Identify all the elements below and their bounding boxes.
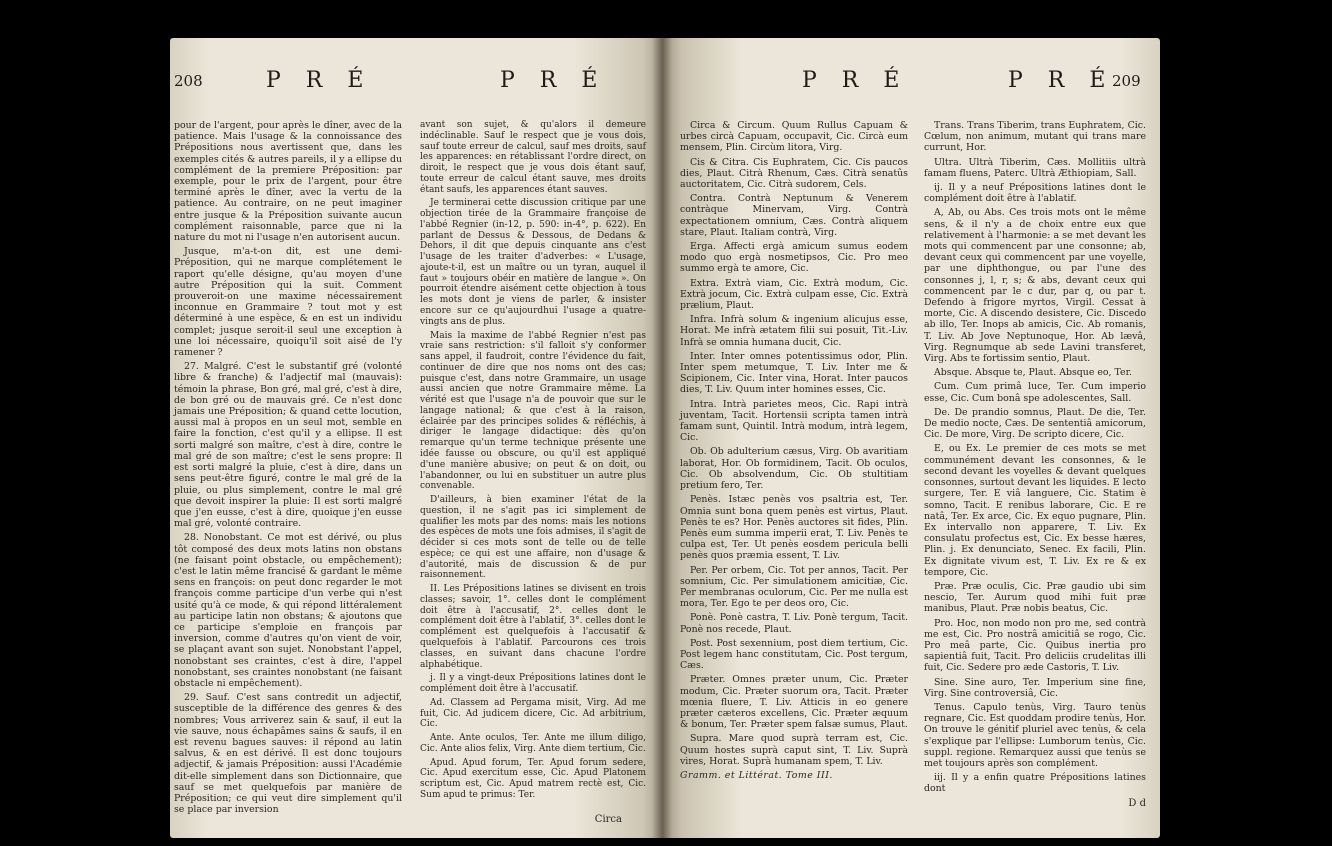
- paragraph: Absque. Absque te, Plaut. Absque eo, Ter.: [934, 367, 1133, 379]
- paragraph: Inter. Inter omnes potentissimus odor, Plin. Inter spem metumque, T. Liv. Inter me & Scipionem, Cic. Inter vina, Horat. Inter paucos dies, T. Liv. Quum inter homines esses, Cic.: [680, 350, 908, 396]
- paragraph: Je terminerai cette discussion critique par une objection tirée de la Grammaire françoise de l'abbé Regnier (in-12, p. 590: in-4°, p. 622). En parlant de Dessus & Dessous, de Dedans & Dehors, il dit que depuis cinquante ans c'est l'usage de les traiter d'adverbes: « L'usage, ajoute-t-il, est un maître ou un tyran, auquel il faut » toujours obéir en matière de langue ». On pourroit étendre aisément cette objection à tous les mots dont je viens de parler, & insister encore sur ce qu'aujourdhui l'usage a quatre-vingts ans de plus.: [420, 198, 646, 327]
- paragraph: Ultra. Ultrà Tiberim, Cæs. Mollitiis ultrà famam fluens, Paterc. Ultrà Æthiopiam, Sall.: [924, 156, 1146, 179]
- paragraph: Contra. Contrà Neptunum & Venerem contràque Minervam, Virg. Contrà expectationem omnium, Cæs. Contrà aliquem stare, Plaut. Italiam contrà, Virg.: [680, 193, 908, 238]
- paragraph: 27. Malgré. C'est le substantif gré (volonté libre & franche) & l'adjectif mal (mauvais): témoin la phrase, Bon gré, mal gré, c'est à dire, de bon gré ou de mauvais gré. Ce n'est donc jamais une Préposition; & quand cette locution, aussi mal à propos en un seul mot, semble en faire la fonction, c'est qu'il y a ellipse. Il est sorti malgré son maître, c'est à dire, contre le mal gré de son maître; c'est le sens propre: Il est sorti malgré la pluie, c'est à dire, dans un sens peut-être figuré, contre le mal gré de la pluie, ou plus simplement, contre le mal gré que devoit inspirer la pluie: Il est sorti malgré que j'en eusse, c'est à dire, quoique j'en eusse mal gré, volonté contraire.: [174, 361, 402, 530]
- paragraph: Præter. Omnes præter unum, Cic. Præter modum, Cic. Præter suorum ora, Tacit. Præter mœnia fluere, T. Liv. Atticis in eo genere præter cæteros excellens, Cic. Præter æquum & bonum, Ter. Præter spem falsæ sumus, Plaut.: [680, 674, 908, 731]
- page-number: 208: [174, 72, 203, 90]
- paragraph: Extra. Extrà viam, Cic. Extrà modum, Cic. Extrà jocum, Cic. Extrà culpam esse, Cic. Extrà prælium, Plaut.: [680, 277, 908, 312]
- paragraph: 29. Sauf. C'est sans contredit un adjectif, susceptible de la différence des genres & des nombres; Vous arriverez sain & sauf, il eut la vie sauve, nous échapâmes sains & saufs, il en est revenu bagues sauves: il répond au latin salvus, & en est dérivé. Il est donc toujours adjectif, & jamais Préposition: aussi l'Académie dit-elle simplement dans son Dictionnaire, que sauf se met quelquefois par manière de Préposition; ce qui veut dire simplement qu'il se place par inversion: [174, 692, 402, 816]
- signature-mark: D d: [1128, 797, 1146, 809]
- paragraph: 28. Nonobstant. Ce mot est dérivé, ou plus tôt composé des deux mots latins non obstans (ne faisant point obstacle, ou empêchement); c'est le latin même francisé & gardant le même sens en françois: on peut donc regarder le mot françois comme participe d'un verbe qui n'est usité qu'à ce mode, & qui répond littéralement au participe latin non obstans; & ajoutons que ce participe s'emploie en françois par inversion, comme d'autres qu'on vient de voir, se plaçant avant son sujet. Nonobstant l'appel, nonobstant ses craintes, c'est à dire, l'appel nonobstant, ses craintes nonobstant (ne faisant obstacle ni empêchement).: [174, 532, 402, 689]
- paragraph: avant son sujet, & qu'alors il demeure indéclinable. Sauf le respect que je vous dois, sauf toute erreur de calcul, sauf mes droits, sauf les apparences: en rétablissant l'ordre direct, on diroit, le respect que je vous dois étant sauf, toute erreur de calcul étant sauve, mes droits étant saufs, les apparences étant sauves.: [420, 120, 646, 195]
- paragraph: Ad. Classem ad Pergama misit, Virg. Ad me fuit, Cic. Ad judicem dicere, Cic. Ad arbitrium, Cic.: [420, 697, 646, 730]
- book-gutter: [652, 38, 672, 838]
- paragraph: Ante. Ante oculos, Ter. Ante me illum diligo, Cic. Ante alios felix, Virg. Ante diem tertium, Cic.: [420, 733, 646, 754]
- paragraph: ij. Il y a neuf Prépositions latines dont le complément doit être à l'ablatif.: [924, 182, 1146, 205]
- running-head-right-col: P R É: [500, 68, 607, 93]
- right-column-2: [924, 120, 1146, 809]
- left-column-1: [174, 120, 402, 818]
- paragraph: E, ou Ex. Le premier de ces mots se met communément devant les consonnes, & le second devant les voyelles & devant quelques consonnes, surtout devant les liquides. E lecto surgere, Ter. E viâ languere, Cic. Statim è somno, Tacit. E renibus laborare, Cic. E re natâ, Ter. Ex arce, Cic. Ex equo pugnare, Plin. Ex intervallo non apparere, T. Liv. Ex consulatu profectus est, Cic. Ex besse hæres, Plin. j. Ex denunciato, Senec. Ex facili, Plin. Ex dignitate vivum est, T. Liv. Ex re & ex tempore, Cic.: [924, 443, 1146, 578]
- paragraph: Intra. Intrà parietes meos, Cic. Rapi intrà juventam, Tacit. Hortensii scripta tamen intrà famam sunt, Quintil. Intrà modum, intrà legem, Cic.: [680, 398, 908, 444]
- volume-footer: Gramm. et Littérat. Tome III.: [680, 769, 833, 781]
- paragraph: Jusque, m'a-t-on dit, est une demi-Préposition, qui ne marque complétement le raport qu'elle désigne, qu'au moyen d'une autre Préposition qui la suit. Comment prouveroit-on une maxime nécessairement inconnue en Grammaire ? tout mot y est déterminé à une espèce, & en est un individu complet; jusque seroit-il seul une exception à une loi nécessaire, quoiqu'il soit aisé de l'y ramener ?: [174, 246, 402, 359]
- paragraph: D'ailleurs, à bien examiner l'état de la question, il ne s'agit pas ici simplement de qualifier les mots par des noms: mais les notions des espèces de mots une fois admises, il s'agit de décider si ces mots sont de telle ou de telle espèce; ce qui est une affaire, non d'usage & d'autorité, mais de discussion & de pur raisonnement.: [420, 495, 646, 581]
- paragraph: Cis & Citra. Cis Euphratem, Cic. Cis paucos dies, Plaut. Citrà Rhenum, Cæs. Citrà senatûs auctoritatem, Cic. Citrà sudorem, Cels.: [680, 156, 908, 191]
- paragraph: Cum. Cum primâ luce, Ter. Cum imperio esse, Cic. Cum bonâ spe adolescentes, Sall.: [924, 381, 1146, 404]
- catchword: Circa: [594, 814, 622, 825]
- paragraph: II. Les Prépositions latines se divisent en trois classes; savoir, 1°. celles dont le complément doit être à l'accusatif, 2°. celles dont le complément doit être à l'ablatif, 3°. celles dont le complément est quelquefois à l'accusatif & quelquefois à l'ablatif. Parcourons ces trois classes, en suivant dans chacune l'ordre alphabétique.: [420, 584, 646, 670]
- running-head: P R É: [802, 68, 909, 93]
- paragraph: Penès. Istæc penès vos psaltria est, Ter. Omnia sunt bona quem penès est virtus, Plaut. Penès te es? Hor. Penès auctores sit fides, Plin. Penès eum summa imperii erat, T. Liv. Penès te culpa est, Ter. Ut penès eosdem pericula belli penès quos præmia essent, T. Liv.: [680, 494, 908, 562]
- paragraph: Apud. Apud forum, Ter. Apud forum sedere, Cic. Apud exercitum esse, Cic. Apud Platonem scriptum est, Cic. Apud matrem rectè est, Cic. Sum apud te primus: Ter.: [420, 757, 646, 800]
- paragraph: Circa & Circum. Quum Rullus Capuam & urbes circà Capuam, occupavit, Cic. Circà eum mensem, Plin. Circùm litora, Virg.: [680, 120, 908, 154]
- paragraph: j. Il y a vingt-deux Prépositions latines dont le complément doit être à l'accusatif.: [420, 673, 646, 695]
- paragraph: Erga. Affecti ergà amicum sumus eodem modo quo ergà nosmetipsos, Cic. Pro meo summo ergà te amore, Cic.: [680, 241, 908, 275]
- paragraph: Per. Per orbem, Cic. Tot per annos, Tacit. Per somnium, Cic. Per simulationem amicitiæ, Cic. Per membranas oculorum, Cic. Per me nulla est mora, Ter. Ego te per deos oro, Cic.: [680, 564, 908, 610]
- paragraph: Tenus. Capulo tenùs, Virg. Tauro tenùs regnare, Cic. Est quoddam prodire tenùs, Hor. On trouve le génitif pluriel avec tenùs, & cela s'explique par l'ellipse: Lumborum tenùs, Cic. suppl. regione. Remarquez aussi que tenùs se met toujours après son complément.: [924, 701, 1146, 769]
- paragraph: De. De prandio somnus, Plaut. De die, Ter. De medio nocte, Cæs. De sententiâ amicorum, Cic. De more, Virg. De scripto dicere, Cic.: [924, 406, 1146, 441]
- paragraph: Sine. Sine auro, Ter. Imperium sine fine, Virg. Sine controversiâ, Cic.: [924, 676, 1146, 699]
- paragraph: Trans. Trans Tiberim, trans Euphratem, Cic. Cœlum, non animum, mutant qui trans mare currunt, Hor.: [924, 120, 1146, 154]
- paragraph: iij. Il y a enfin quatre Prépositions latines dont: [924, 772, 1146, 795]
- paragraph: Ob. Ob adulterium cæsus, Virg. Ob avaritiam laborat, Hor. Ob formidinem, Tacit. Ob oculos, Cic. Ob absolvendum, Cic. Ob stultitiam pretium fero, Ter.: [680, 446, 908, 492]
- running-head-right-col: P R É: [1008, 68, 1115, 93]
- paragraph: Ponè. Ponè castra, T. Liv. Ponè tergum, Tacit. Ponè nos recede, Plaut.: [680, 612, 908, 635]
- right-column-1: [680, 120, 908, 781]
- paragraph: A, Ab, ou Abs. Ces trois mots ont le même sens, & il n'y a de choix entre eux que relativement à l'harmonie: a se met devant les mots qui commencent par une consonne; ab, devant ceux qui commencent par une voyelle, par une diphthongue, ou par l'une des consonnes j, l, r, s; & abs, devant ceux qui commencent par le c dur, par q, ou par t. Defendo à frigore myrtos, Virgil. Cessat à morte, Cic. A discendo desistere, Cic. Discedo ab illo, Ter. Inops ab amicis, Cic. Ab romanis, T. Liv. Ab Jove Neptunoque, Hor. Ab lævâ, Virg. Regnumque ab sede Lavini transferet, Virg. Abs te fortissim sentio, Plaut.: [924, 207, 1146, 365]
- left-page: [170, 38, 662, 838]
- paragraph: Pro. Hoc, non modo non pro me, sed contrà me est, Cic. Pro nostrâ amicitiâ se rogo, Cic. Pro meâ parte, Cic. Quibus inertia pro sapientiâ fuit, Tacit. Pro deliciis crudelitas illi fuit, Cic. Sedere pro æde Castoris, T. Liv.: [924, 617, 1146, 674]
- left-column-2: [420, 120, 646, 804]
- paragraph: Supra. Mare quod suprà terram est, Cic. Quum hostes suprà caput sint, T. Liv. Suprà vires, Horat. Suprà humanam spem, T. Liv.: [680, 733, 908, 767]
- running-head: P R É: [266, 68, 373, 93]
- paragraph: pour de l'argent, pour après le dîner, avec de la patience. Mais l'usage & la connoissance des Prépositions nous avertissent que, dans les exemples cités & autres pareils, il y a ellipse du complément de la premiere Préposition: par exemple, pour le prix de l'argent, pour être terminé après le dîner, avec la vertu de la patience. Au contraire, on ne peut imaginer entre jusque & la Préposition suivante aucun complément raisonnable, parce que ni la nature du mot ni l'usage n'en autorisent aucun.: [174, 120, 402, 244]
- right-page: [662, 38, 1160, 838]
- paragraph: Infra. Infrà solum & ingenium alicujus esse, Horat. Me infrà ætatem filii sui posuit, Tit.-Liv. Infrà se omnia humana ducit, Cic.: [680, 314, 908, 348]
- page-number: 209: [1112, 72, 1141, 90]
- paragraph: Mais la maxime de l'abbé Regnier n'est pas vraie sans restriction: s'il falloit s'y conformer sans appel, il faudroit, contre l'évidence du fait, continuer de dire que nos noms ont des cas; puisque c'est, dans notre Grammaire, un usage aussi ancien que notre Grammaire même. La vérité est que l'usage n'a de pouvoir que sur le langage national; & que c'est à la raison, éclairée par des principes solides & réfléchis, à diriger le langage didactique: dès qu'on remarque qu'un terme technique présente une idée fausse ou obscure, ou qu'il est appliqué d'une manière abusive; on peut & on doit, ou l'abandonner, ou lui en substituer un autre plus convenable.: [420, 330, 646, 492]
- paragraph: Post. Post sexennium, post diem tertium, Cic. Post legem hanc constitutam, Cic. Post tergum, Cæs.: [680, 637, 908, 672]
- paragraph: Præ. Præ oculis, Cic. Præ gaudio ubi sim nescio, Ter. Aurum quod mihi fuit præ manibus, Plaut. Præ nobis beatus, Cic.: [924, 580, 1146, 615]
